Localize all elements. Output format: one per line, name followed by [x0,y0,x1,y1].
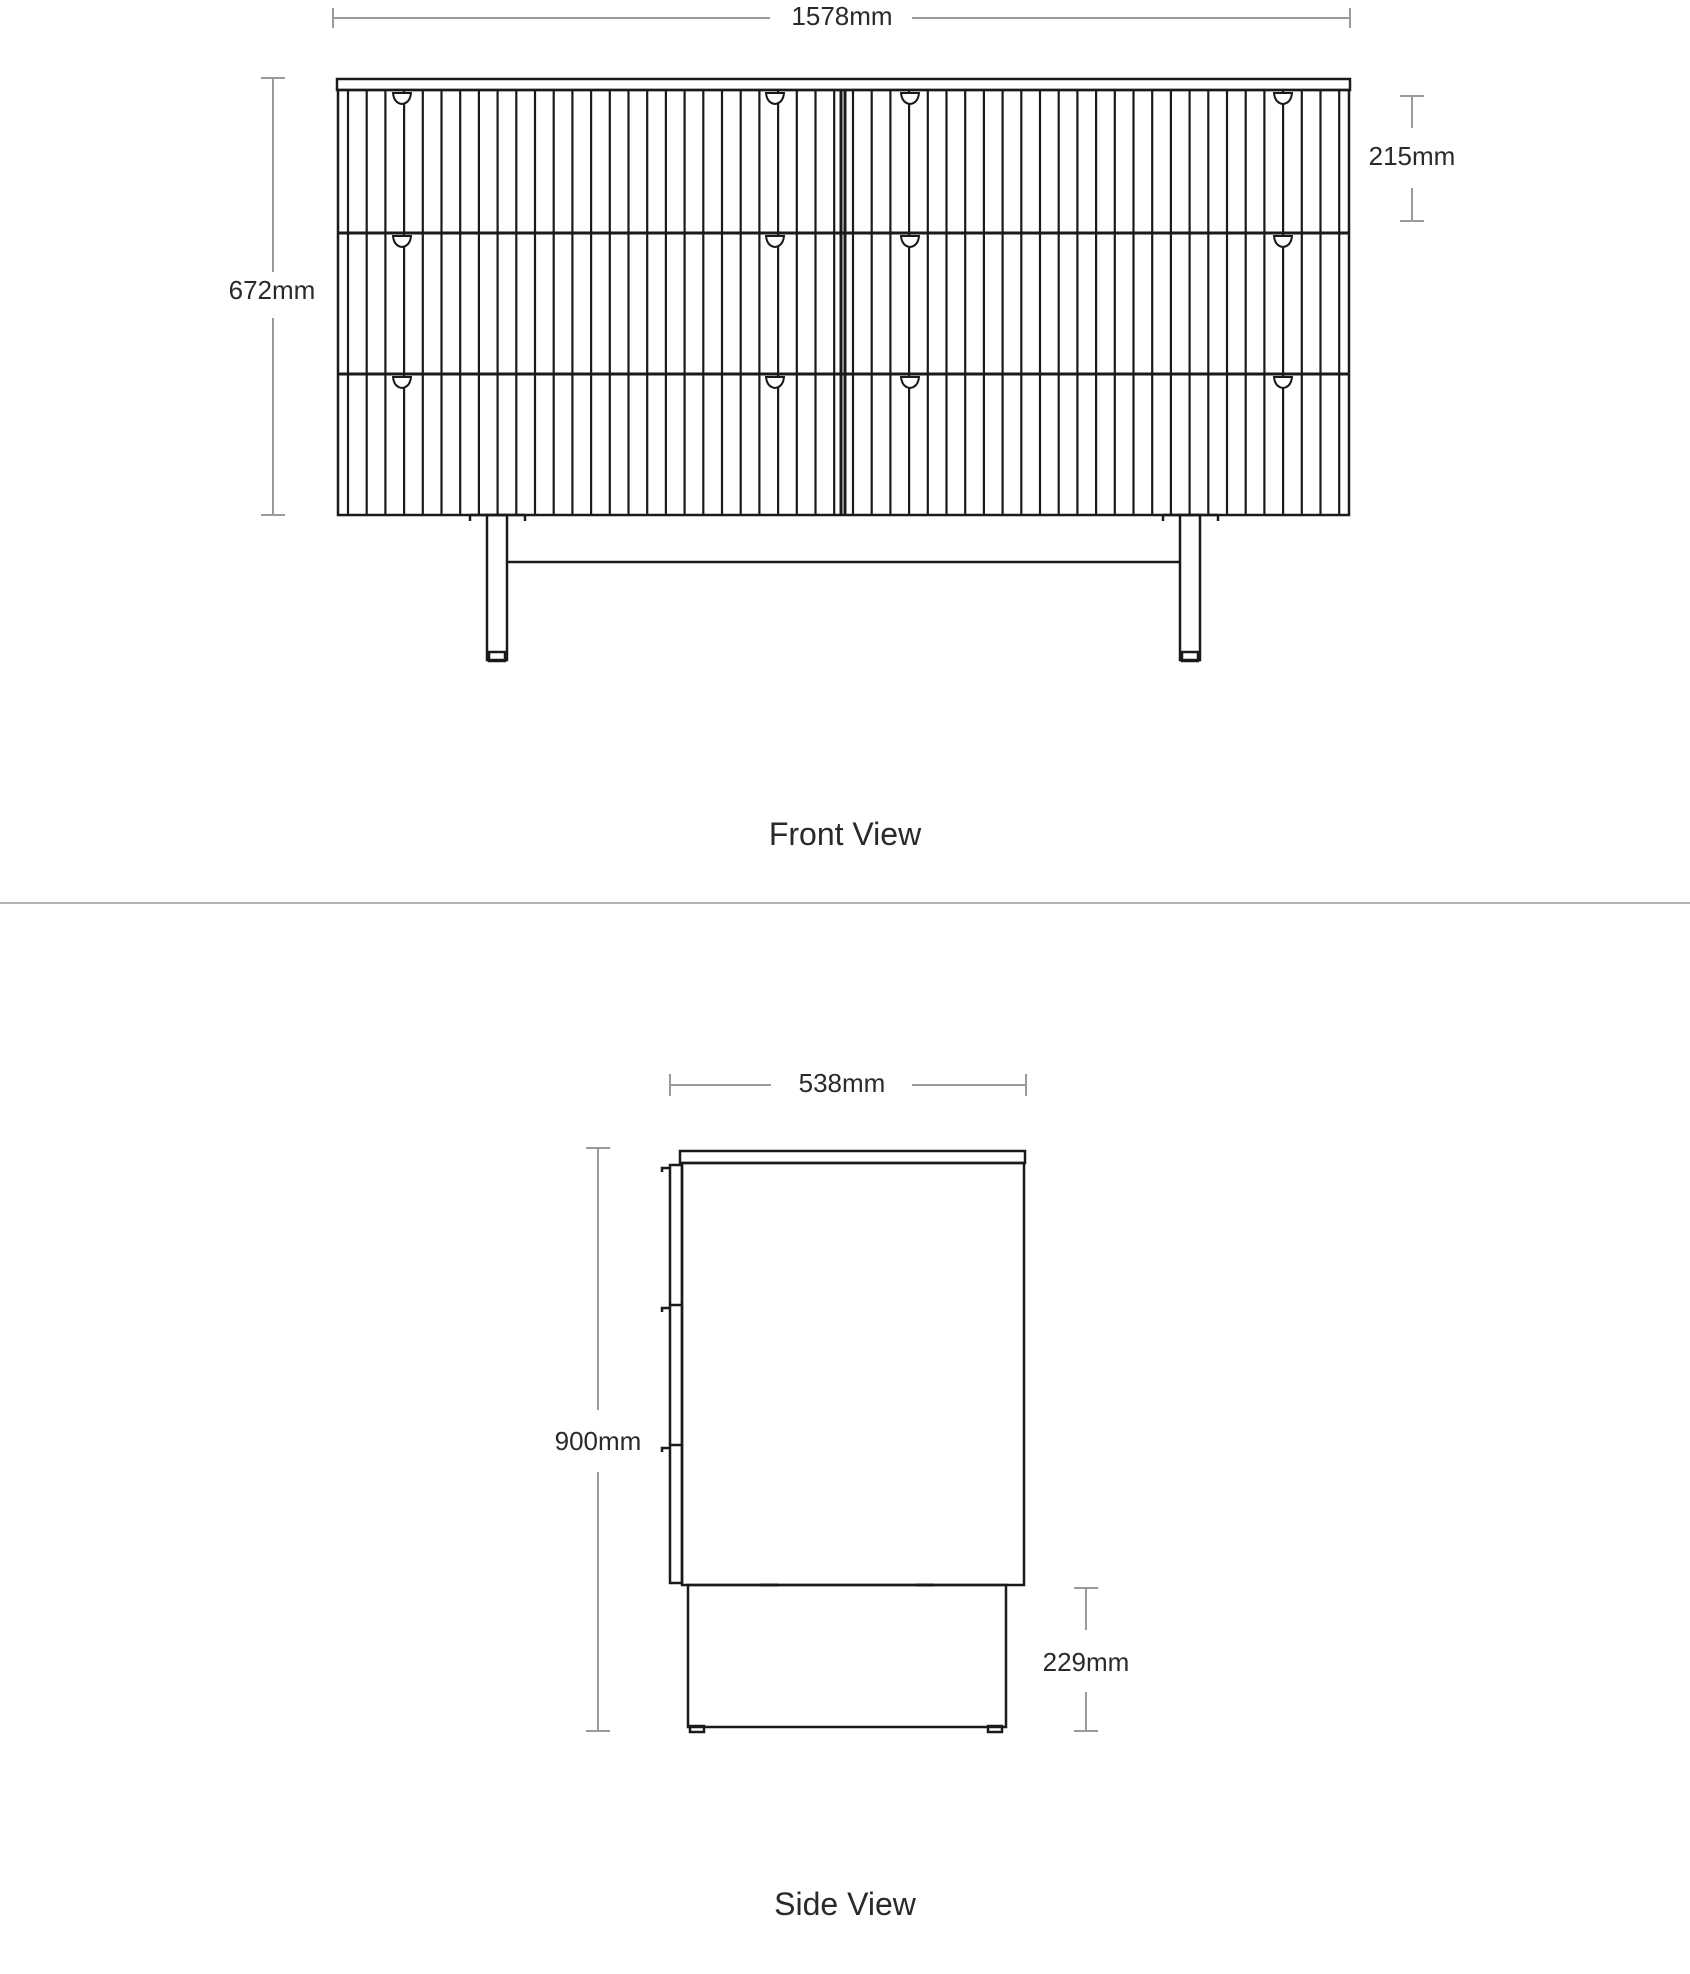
drawer-height-label: 215mm [1368,141,1456,171]
drawer-pull-icon [901,377,919,388]
drawer-pull-icon [393,236,411,247]
drawer-pull-icon [1274,236,1292,247]
side-view [555,1068,1130,1922]
side-leg-frame [688,1585,1006,1727]
front-view [229,1,1456,852]
dresser-base [470,515,1218,661]
drawer-pull-icon [766,93,784,104]
front-view-caption: Front View [768,816,922,852]
drawer-pull-icon [901,93,919,104]
drawer-pull-icon [901,236,919,247]
drawer-pull-icon [393,93,411,104]
side-depth-label: 538mm [798,1068,886,1098]
drawer-pull-icon [1274,93,1292,104]
front-width-label: 1578mm [791,1,893,31]
drawer-pull-icon [393,377,411,388]
dresser-side [662,1151,1025,1732]
front-leg-left [487,515,507,660]
front-height-label: 672mm [228,275,316,305]
drawer-pull-icon [766,377,784,388]
front-leg-right [1180,515,1200,660]
leg-height-label: 229mm [1042,1647,1130,1677]
drawer-pull-icon [1274,377,1292,388]
side-height-label: 900mm [554,1426,642,1456]
drawer-pull-icon [766,236,784,247]
dresser-front [337,79,1350,515]
side-view-caption: Side View [774,1886,916,1922]
